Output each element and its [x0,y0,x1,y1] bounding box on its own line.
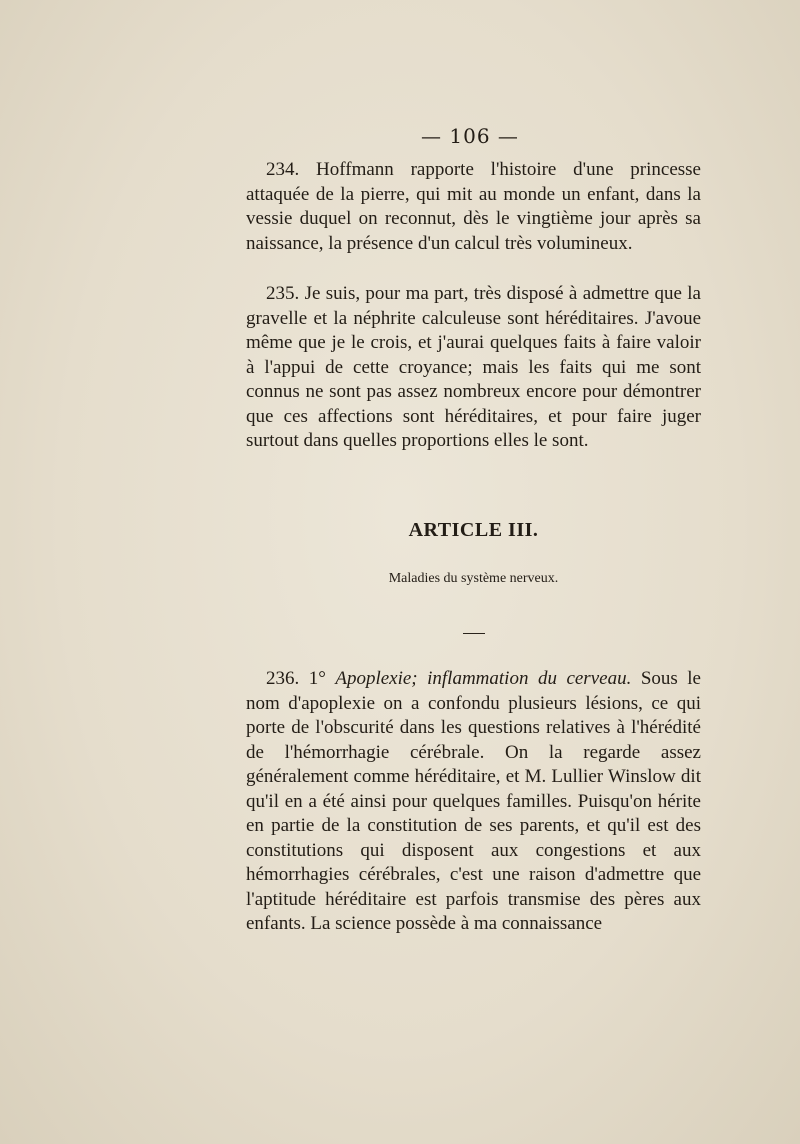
paragraph-236-title: Apoplexie; inflammation du cerveau. [335,668,632,689]
paragraph-236-text: Sous le nom d'apoplexie on a confondu plusieurs lésions, ce qui porte de l'obscurité dans les questions relatives à l'hérédité de l'hémorrhagie cérébrale. On la regarde assez généralement comme héréditaire, et M. Lullier Winslow dit qu'il en a été ainsi pour quelques familles. Puisqu'on hérite en partie de la constitution de ses parents, et qu'il est des constitutions qui disposent aux congestions et aux hémorrhagies cérébrales, c'est une raison d'admettre que l'aptitude héréditaire est parfois transmise des pères aux enfants. La science possède à ma connaissance [246,668,701,934]
paragraph-234: 234. Hoffmann rapporte l'histoire d'une princesse attaquée de la pierre, qui mit au monde un enfant, dans la vessie duquel on reconnut, dès le vingtième jour après sa naissance, la présence d'un calcul très volumineux. [246,159,701,254]
page-number: — 106 — [421,124,519,148]
paragraph-235: 235. Je suis, pour ma part, très disposé à admettre que la gravelle et la néphrite calculeuse sont héréditaires. J'avoue même que je le crois, et j'aurai quelques faits à faire valoir à l'appui de cette croyance; mais les faits qui me sont connus ne sont pas assez nombreux encore pour démontrer que ces affections sont héréditaires, et pour faire juger surtout dans quelles proportions elles le sont. [246,283,701,451]
paragraph-236 [246,667,701,937]
section-divider [463,633,485,634]
article-subtitle: Maladies du système nerveux. [388,571,559,586]
article-heading: ARTICLE III. [408,519,539,541]
paragraph-236-number: 236. 1° [266,668,326,689]
